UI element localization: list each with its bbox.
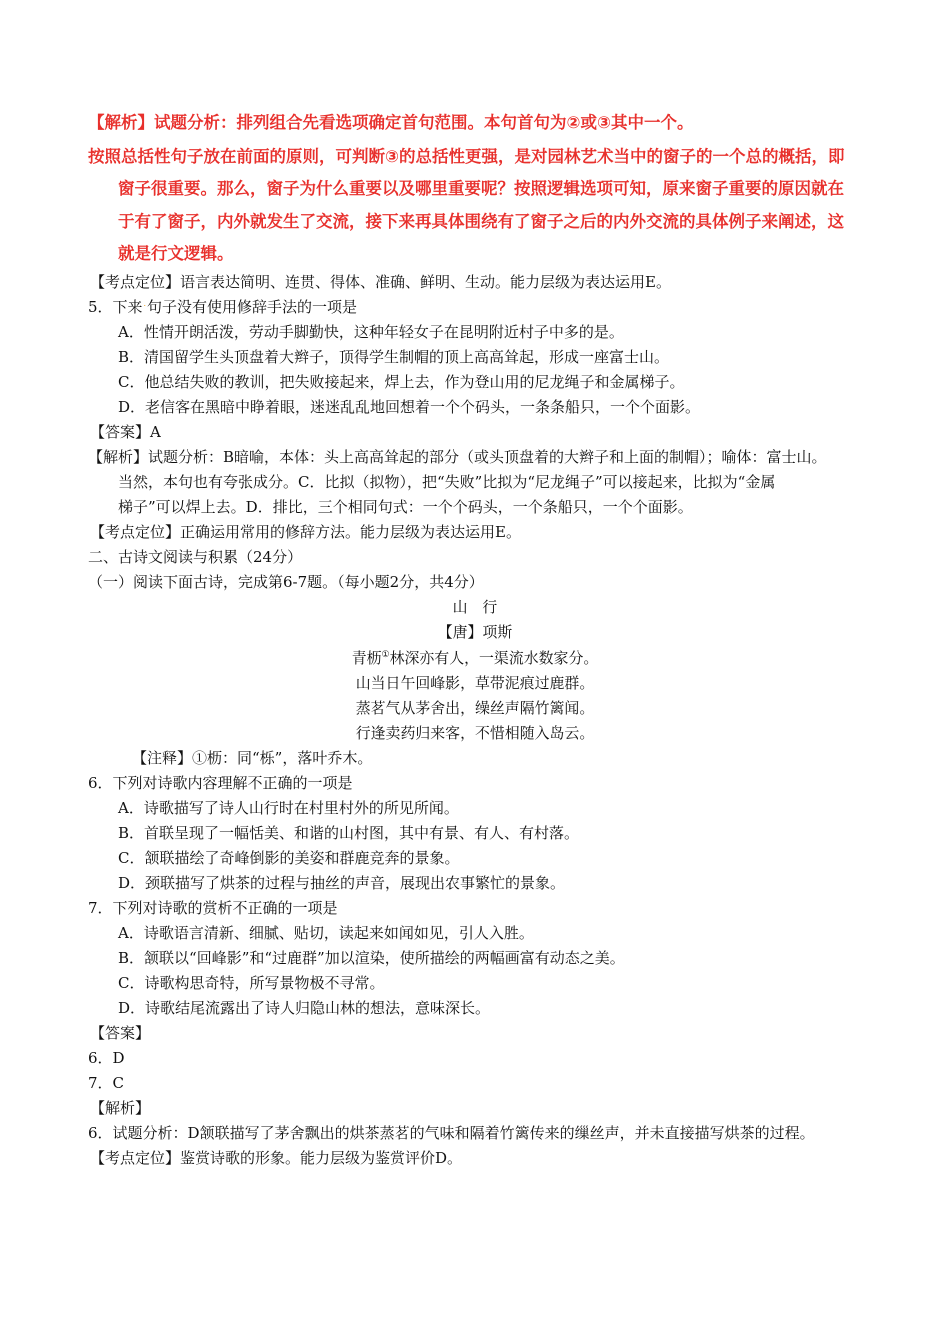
q6-option-d: D．颈联描写了烘茶的过程与抽丝的声音，展现出农事繁忙的景象。 xyxy=(118,874,566,892)
section-heading: 二、古诗文阅读与积累（24分） xyxy=(88,548,303,566)
poem-line-1: 青枥①林深亦有人，一渠流水数家分。 xyxy=(351,649,599,667)
q5-kaodian: 【考点定位】正确运用常用的修辞方法。能力层级为表达运用E。 xyxy=(90,523,521,541)
ink-dot-mark: ˙ xyxy=(142,305,148,315)
q5-option-c: C．他总结失败的教训，把失败接起来，焊上去，作为登山用的尼龙绳子和金属梯子。 xyxy=(118,373,685,391)
kaodian-q4: 【考点定位】语言表达简明、连贯、得体、准确、鲜明、生动。能力层级为表达运用E。 xyxy=(90,273,671,291)
q7-option-d: D．诗歌结尾流露出了诗人归隐山林的想法，意味深长。 xyxy=(118,999,491,1017)
poem-line-4: 行逢卖药归来客，不惜相随入岛云。 xyxy=(355,724,595,742)
analysis-red-line-3: 窗子很重要。那么，窗子为什么重要以及哪里重要呢？按照逻辑选项可知，原来窗子重要的原因就在 xyxy=(118,179,844,198)
poem-line-3: 蒸茗气从茅舍出，缲丝声隔竹篱闻。 xyxy=(355,699,595,717)
analysis-red-line-1: 【解析】试题分析：排列组合先看选项确定首句范围。本句首句为②或③其中一个。 xyxy=(88,113,694,132)
q7-option-b: B．颔联以“回峰影”和“过鹿群”加以渲染，使所描绘的两幅画富有动态之美。 xyxy=(118,949,625,967)
q6-option-b: B．首联呈现了一幅恬美、和谐的山村图，其中有景、有人、有村落。 xyxy=(118,824,580,842)
answer-7: 7．C xyxy=(88,1074,125,1092)
q5-stem: 5．下来˙句子没有使用修辞手法的一项是 xyxy=(88,298,358,316)
q5-option-a: A．性情开朗活泼，劳动手脚勤快，这种年轻女子在昆明附近村子中多的是。 xyxy=(118,323,624,341)
annotation-mark: ① xyxy=(381,650,390,660)
q5-analysis-line-2: 当然，本句也有夸张成分。C．比拟（拟物），把“失败”比拟为“尼龙绳子”可以接起来，比拟为“金属 xyxy=(118,473,776,491)
q6-option-a: A．诗歌描写了诗人山行时在村里村外的所见所闻。 xyxy=(118,799,459,817)
analysis-red-line-2: 按照总括性句子放在前面的原则，可判断③的总括性更强，是对园林艺术当中的窗子的一个总的概括，即 xyxy=(88,147,845,166)
q5-analysis-line-3: 梯子”可以焊上去。D．排比，三个相同句式：一个个码头，一个条船只，一个个面影。 xyxy=(118,498,693,516)
poem-line-2: 山当日午回峰影，草带泥痕过鹿群。 xyxy=(355,674,595,692)
poem-annotation: 【注释】①枥：同“栎”，落叶乔木。 xyxy=(132,749,373,767)
poem-title: 山 行 xyxy=(452,598,498,616)
q7-stem: 7．下列对诗歌的赏析不正确的一项是 xyxy=(88,899,338,917)
q5-answer: 【答案】A xyxy=(90,423,161,441)
poem-author: 【唐】项斯 xyxy=(437,623,513,641)
analysis-red-line-5: 就是行文逻辑。 xyxy=(118,244,234,263)
q7-option-c: C．诗歌构思奇特，所写景物极不寻常。 xyxy=(118,974,385,992)
q5-option-b: B．清国留学生头顶盘着大辫子，顶得学生制帽的顶上高高耸起，形成一座富士山。 xyxy=(118,348,670,366)
kaodian-q6: 【考点定位】鉴赏诗歌的形象。能力层级为鉴赏评价D。 xyxy=(90,1149,463,1167)
q6-stem: 6．下列对诗歌内容理解不正确的一项是 xyxy=(88,774,353,792)
section-subheading: （一）阅读下面古诗，完成第6-7题。（每小题2分，共4分） xyxy=(88,573,484,591)
analysis-q6: 6．试题分析：D颔联描写了茅舍飘出的烘茶蒸茗的气味和隔着竹篱传来的缫丝声，并未直接描写烘茶的过程。 xyxy=(88,1124,815,1142)
q7-option-a: A．诗歌语言清新、细腻、贴切，读起来如闻如见，引人入胜。 xyxy=(118,924,534,942)
analysis-red-line-4: 于有了窗子，内外就发生了交流，接下来再具体围绕有了窗子之后的内外交流的具体例子来阐述，这 xyxy=(118,212,844,231)
q5-option-d: D．老信客在黑暗中睁着眼，迷迷乱乱地回想着一个个码头，一条条船只，一个个面影。 xyxy=(118,398,701,416)
q5-analysis-line-1: 【解析】试题分析：B暗喻，本体：头上高高耸起的部分（或头顶盘着的大辫子和上面的制帽）；喻体：富士山。 xyxy=(88,448,827,466)
answers-label: 【答案】 xyxy=(90,1024,151,1042)
analysis-label: 【解析】 xyxy=(90,1099,151,1117)
q6-option-c: C．颔联描绘了奇峰倒影的美姿和群鹿竞奔的景象。 xyxy=(118,849,460,867)
answer-6: 6．D xyxy=(88,1049,125,1067)
